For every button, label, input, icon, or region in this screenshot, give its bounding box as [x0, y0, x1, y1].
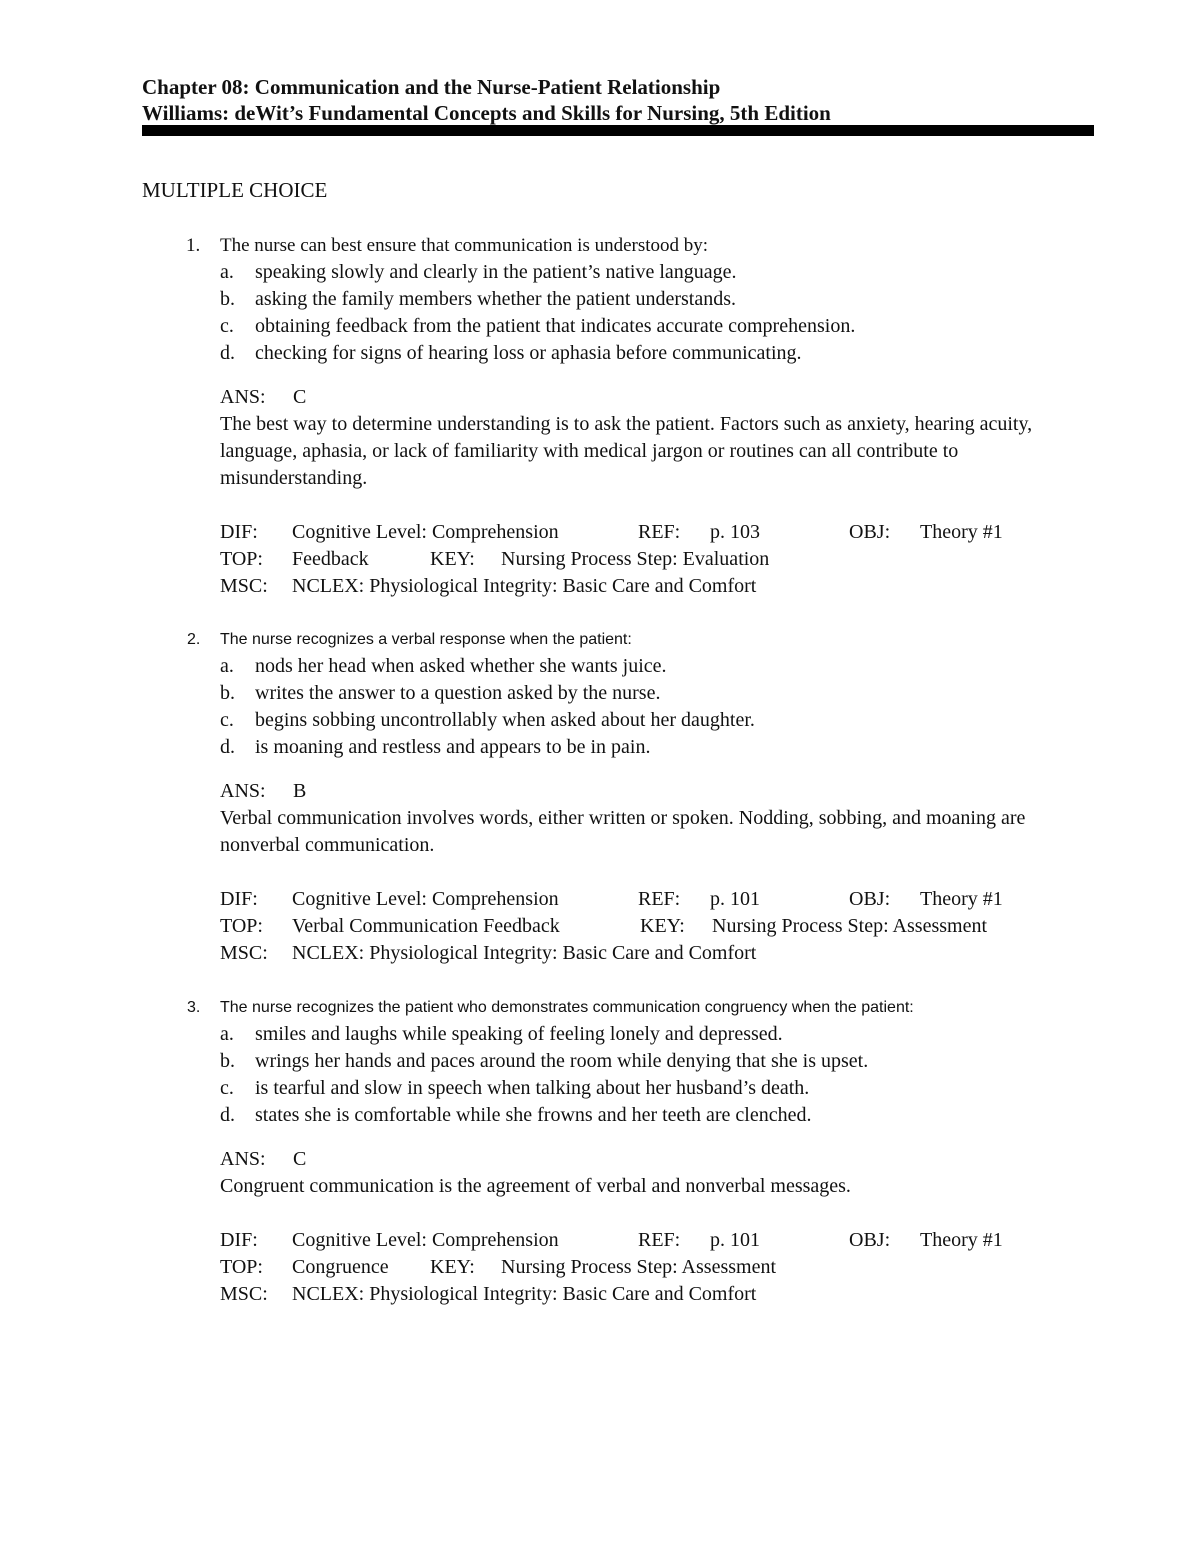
answer-choice-c: [142, 313, 1100, 340]
choice-letter: c.: [220, 1077, 234, 1099]
question-metadata: [142, 1227, 1100, 1308]
obj-label: OBJ:: [849, 1229, 891, 1251]
answer-label: ANS:: [220, 780, 266, 802]
choice-letter: b.: [220, 1050, 235, 1072]
question-number: 3.: [187, 999, 201, 1016]
choice-text: checking for signs of hearing loss or aphasia before communicating.: [255, 342, 802, 364]
answer-choice-b: [142, 1048, 1100, 1075]
choice-text: begins sobbing uncontrollably when asked about her daughter.: [255, 709, 755, 731]
answer-label: ANS:: [220, 386, 266, 408]
ref-label: REF:: [638, 1229, 681, 1251]
msc-value: NCLEX: Physiological Integrity: Basic Care and Comfort: [292, 575, 757, 597]
choice-text: obtaining feedback from the patient that indicates accurate comprehension.: [255, 315, 856, 337]
answer-choice-a: [142, 1021, 1100, 1048]
obj-value: Theory #1: [920, 1229, 1003, 1251]
answer-choice-a: [142, 653, 1100, 680]
chapter-title: Chapter 08: Communication and the Nurse-Patient Relationship: [142, 75, 721, 99]
choice-letter: b.: [220, 288, 235, 310]
answer-choice-d: [142, 1102, 1100, 1129]
choice-letter: d.: [220, 736, 235, 758]
top-value: Feedback: [292, 548, 369, 570]
answer-choice-d: [142, 340, 1100, 367]
question-stem-row: [142, 994, 1100, 1021]
key-label: KEY:: [430, 548, 475, 570]
rationale: Verbal communication involves words, either written or spoken. Nodding, sobbing, and moaning are nonverbal communication.: [220, 807, 1026, 856]
choice-text: speaking slowly and clearly in the patient’s native language.: [255, 261, 737, 283]
ref-value: p. 101: [710, 1229, 760, 1251]
msc-label: MSC:: [220, 942, 268, 964]
metadata-row-msc: [142, 1281, 1100, 1308]
answer-value: C: [293, 386, 307, 408]
choice-letter: c.: [220, 315, 234, 337]
choice-text: smiles and laughs while speaking of feeling lonely and depressed.: [255, 1023, 783, 1045]
choice-letter: a.: [220, 655, 234, 677]
answer-value: B: [293, 780, 307, 802]
choice-letter: a.: [220, 261, 234, 283]
choice-letter: d.: [220, 1104, 235, 1126]
choice-letter: d.: [220, 342, 235, 364]
question-stem-row: [142, 232, 1100, 259]
choice-text: writes the answer to a question asked by the nurse.: [255, 682, 661, 704]
answer-row: [142, 778, 1100, 805]
metadata-row-msc: [142, 573, 1100, 600]
msc-label: MSC:: [220, 575, 268, 597]
metadata-row-top: [142, 546, 1100, 573]
ref-value: p. 101: [710, 888, 760, 910]
top-label: TOP:: [220, 548, 263, 570]
question-number: 2.: [187, 631, 201, 648]
choice-text: asking the family members whether the patient understands.: [255, 288, 736, 310]
question-metadata: [142, 886, 1100, 967]
top-value: Congruence: [292, 1256, 389, 1278]
question-1: [142, 232, 1100, 600]
obj-label: OBJ:: [849, 888, 891, 910]
choice-text: states she is comfortable while she frowns and her teeth are clenched.: [255, 1104, 812, 1126]
choice-letter: a.: [220, 1023, 234, 1045]
obj-value: Theory #1: [920, 888, 1003, 910]
question-2: [142, 626, 1100, 967]
msc-value: NCLEX: Physiological Integrity: Basic Care and Comfort: [292, 1283, 757, 1305]
metadata-row-msc: [142, 940, 1100, 967]
question-stem: The nurse recognizes the patient who demonstrates communication congruency when the patient:: [220, 999, 914, 1016]
answer-row: [142, 1146, 1100, 1173]
top-label: TOP:: [220, 915, 263, 937]
obj-value: Theory #1: [920, 521, 1003, 543]
question-metadata: [142, 519, 1100, 600]
msc-label: MSC:: [220, 1283, 268, 1305]
dif-label: DIF:: [220, 888, 258, 910]
ref-label: REF:: [638, 521, 681, 543]
rationale: Congruent communication is the agreement of verbal and nonverbal messages.: [220, 1175, 851, 1197]
dif-value: Cognitive Level: Comprehension: [292, 888, 559, 910]
answer-choice-a: [142, 259, 1100, 286]
choice-text: is tearful and slow in speech when talking about her husband’s death.: [255, 1077, 810, 1099]
choice-letter: c.: [220, 709, 234, 731]
top-value: Verbal Communication Feedback: [292, 915, 560, 937]
question-stem-row: [142, 626, 1100, 653]
question-number: 1.: [186, 235, 201, 256]
dif-value: Cognitive Level: Comprehension: [292, 1229, 559, 1251]
choice-text: nods her head when asked whether she wants juice.: [255, 655, 667, 677]
section-title: MULTIPLE CHOICE: [142, 178, 328, 202]
dif-label: DIF:: [220, 521, 258, 543]
answer-choice-c: [142, 1075, 1100, 1102]
header-divider: [142, 125, 1094, 136]
answer-choice-c: [142, 707, 1100, 734]
question-3: [142, 994, 1100, 1308]
answer-label: ANS:: [220, 1148, 266, 1170]
ref-label: REF:: [638, 888, 681, 910]
dif-label: DIF:: [220, 1229, 258, 1251]
rationale: The best way to determine understanding is to ask the patient. Factors such as anxiety, hearing acuity, language, aphasia, or lack of familiarity with medical jargon or routines can all contribute to misunderstanding.: [220, 413, 1033, 489]
key-value: Nursing Process Step: Assessment: [501, 1256, 776, 1278]
metadata-row-dif: [142, 519, 1100, 546]
key-value: Nursing Process Step: Evaluation: [501, 548, 770, 570]
question-stem: The nurse can best ensure that communication is understood by:: [220, 235, 709, 256]
question-stem: The nurse recognizes a verbal response when the patient:: [220, 631, 632, 648]
key-label: KEY:: [640, 915, 685, 937]
ref-value: p. 103: [710, 521, 760, 543]
choice-text: wrings her hands and paces around the room while denying that she is upset.: [255, 1050, 869, 1072]
answer-row: [142, 384, 1100, 411]
metadata-row-top: [142, 1254, 1100, 1281]
metadata-row-top: [142, 913, 1100, 940]
top-label: TOP:: [220, 1256, 263, 1278]
book-title: Williams: deWit’s Fundamental Concepts and Skills for Nursing, 5th Edition: [142, 101, 831, 125]
choice-text: is moaning and restless and appears to be in pain.: [255, 736, 651, 758]
choice-letter: b.: [220, 682, 235, 704]
key-value: Nursing Process Step: Assessment: [712, 915, 987, 937]
answer-choice-b: [142, 286, 1100, 313]
answer-value: C: [293, 1148, 307, 1170]
dif-value: Cognitive Level: Comprehension: [292, 521, 559, 543]
msc-value: NCLEX: Physiological Integrity: Basic Care and Comfort: [292, 942, 757, 964]
metadata-row-dif: [142, 1227, 1100, 1254]
answer-choice-d: [142, 734, 1100, 761]
answer-choice-b: [142, 680, 1100, 707]
obj-label: OBJ:: [849, 521, 891, 543]
metadata-row-dif: [142, 886, 1100, 913]
key-label: KEY:: [430, 1256, 475, 1278]
